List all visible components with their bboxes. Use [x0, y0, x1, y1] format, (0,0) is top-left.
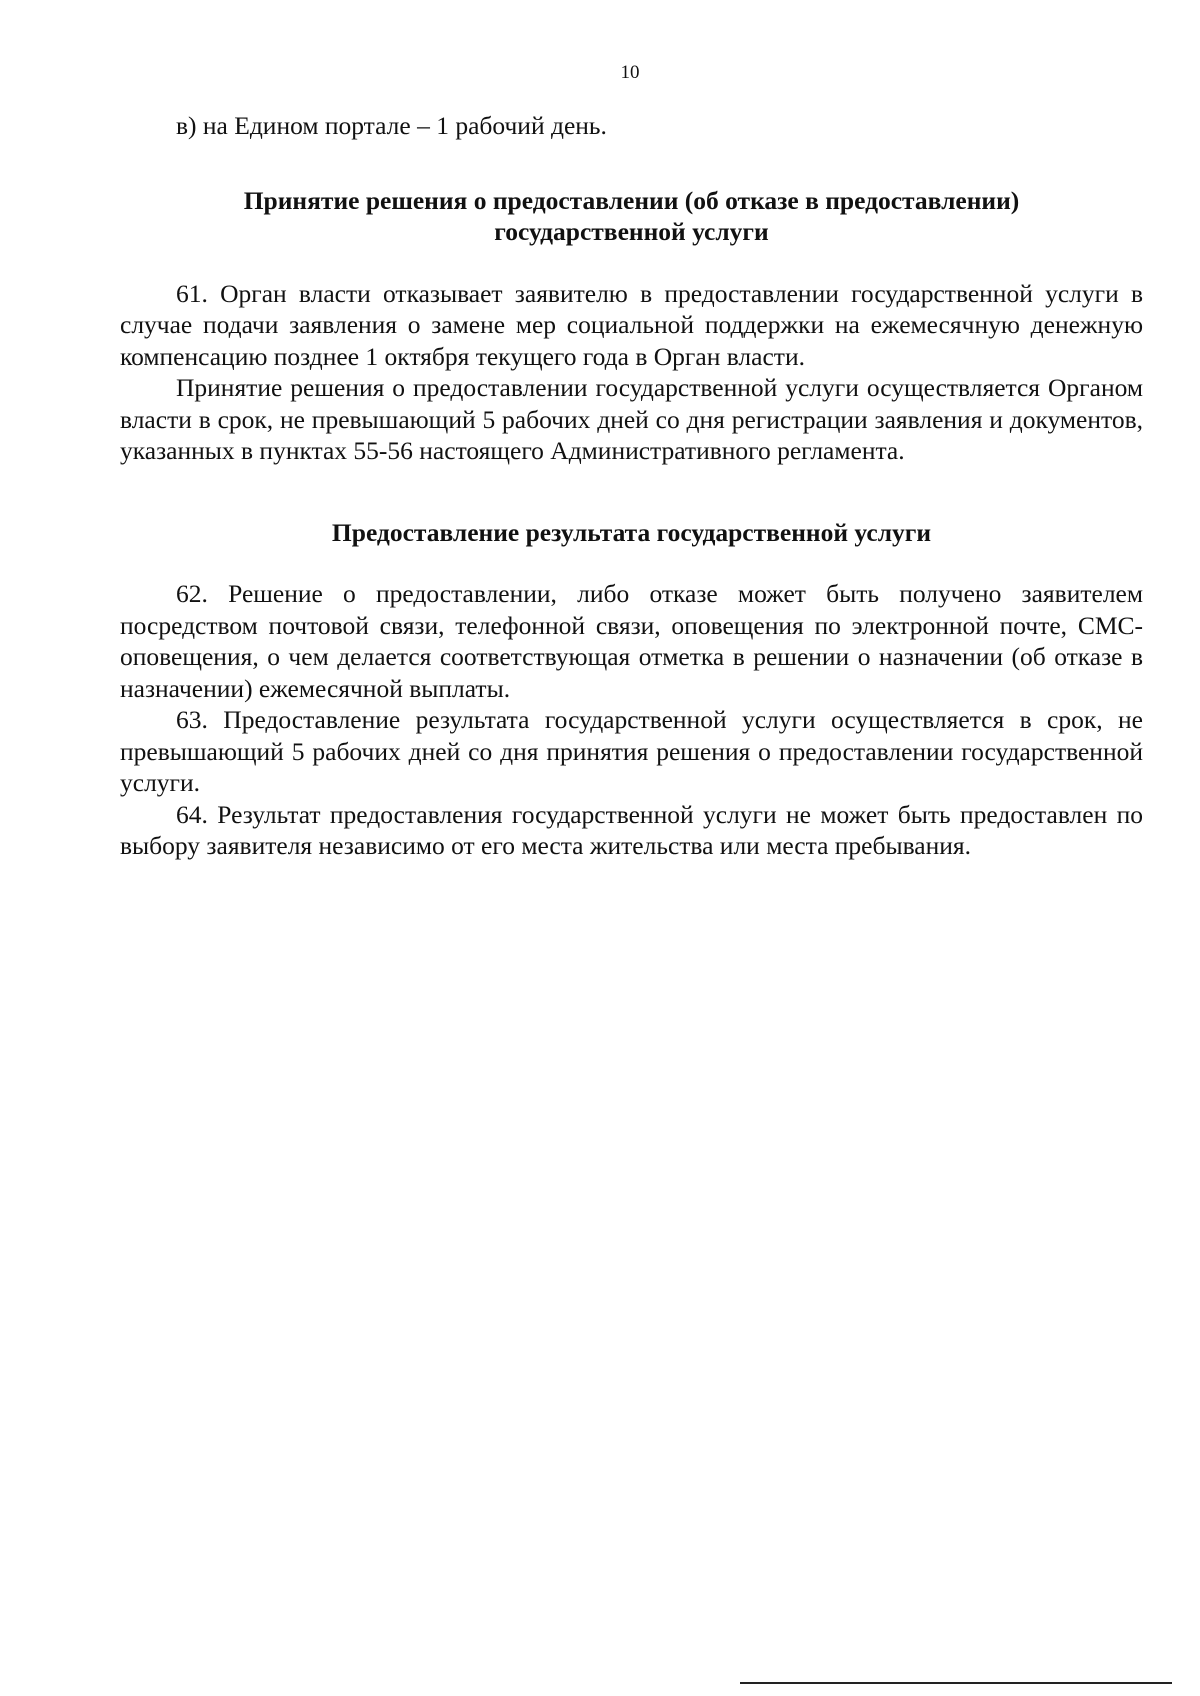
paragraph-61: 61. Орган власти отказывает заявителю в предоставлении государственной услуги в случае подачи заявления о замене мер социальной поддержки на ежемесячную денежную компенсацию позднее 1 октября текущего года в Орган власти.: [120, 278, 1143, 371]
footer-divider: [740, 1682, 1172, 1684]
paragraph-64: 64. Результат предоставления государственной услуги не может быть предоставлен по выбору заявителя независимо от его места жительства или места пребывания.: [120, 799, 1143, 860]
heading-line: Принятие решения о предоставлении (об отказе в предоставлении): [243, 185, 1020, 215]
heading-line: государственной услуги: [494, 217, 769, 246]
paragraph-63: 63. Предоставление результата государственной услуги осуществляется в срок, не превышающий 5 рабочих дней со дня принятия решения о предоставлении государственной услуги.: [120, 705, 1143, 797]
paragraph-decision-term: Принятие решения о предоставлении государственной услуги осуществляется Органом власти в срок, не превышающий 5 рабочих дней со дня регистрации заявления и документов, указанных в пунктах 55-56 настоящего Административного регламента.: [120, 373, 1143, 465]
paragraph-62: 62. Решение о предоставлении, либо отказе может быть получено заявителем посредством почтовой связи, телефонной связи, оповещения по электронной почте, СМС-оповещения, о чем делается соответствующая отметка в решении о назначении (об отказе в назначении) ежемесячной выплаты.: [120, 579, 1143, 703]
page-number: 10: [620, 62, 640, 83]
section-heading-decision: [120, 185, 1143, 248]
section-heading-result: Предоставление результата государственной услуги: [331, 517, 932, 547]
document-body: [120, 110, 1143, 862]
intro-line: в) на Едином портале – 1 рабочий день.: [176, 111, 607, 140]
